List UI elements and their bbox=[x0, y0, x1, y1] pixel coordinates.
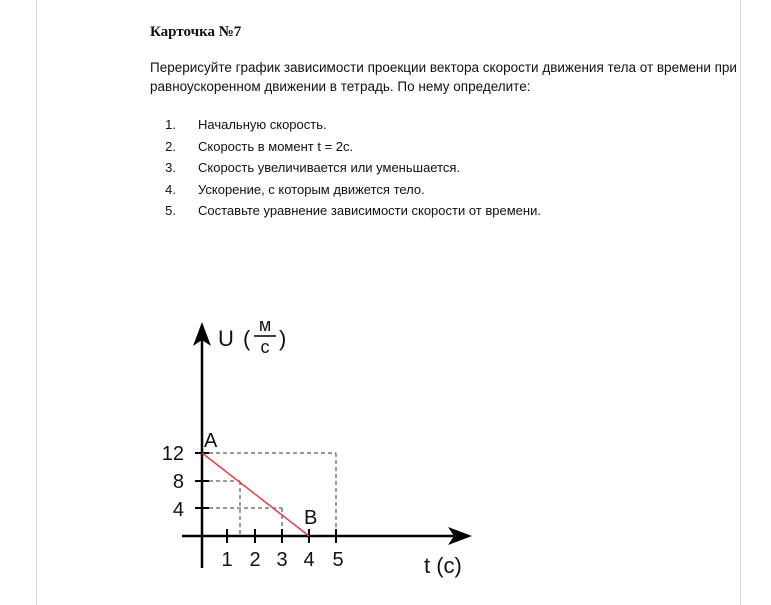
x-tick-label-4: 4 bbox=[303, 549, 315, 571]
y-tick-label-12: 12 bbox=[161, 443, 184, 465]
x-axis-label: t (c) bbox=[424, 553, 462, 578]
velocity-line bbox=[202, 453, 309, 536]
y-axis-paren-open: ( bbox=[243, 326, 251, 351]
y-axis-symbol: U bbox=[218, 326, 234, 351]
task-text: Скорость увеличивается или уменьшается. bbox=[198, 160, 461, 175]
point-b-label: B bbox=[304, 507, 318, 529]
card-title: Карточка №7 bbox=[150, 24, 242, 40]
y-tick-label-4: 4 bbox=[172, 499, 184, 521]
task-text: Составьте уравнение зависимости скорости от времени. bbox=[198, 203, 541, 218]
x-tick-label-5: 5 bbox=[332, 549, 344, 571]
intro-line: равноускоренном движении в тетрадь. По нему определите: bbox=[150, 79, 531, 94]
y-axis-unit-top: м bbox=[258, 315, 272, 335]
y-axis-paren-close: ) bbox=[279, 326, 287, 351]
x-tick-label-3: 3 bbox=[276, 549, 288, 571]
task-number: 2. bbox=[165, 138, 176, 154]
task-text: Скорость в момент t = 2с. bbox=[198, 138, 354, 154]
task-number: 5. bbox=[165, 203, 176, 218]
x-tick-label-2: 2 bbox=[249, 549, 261, 571]
task-text: Ускорение, с которым движется тело. bbox=[198, 181, 425, 197]
task-number: 4. bbox=[165, 181, 176, 197]
task-number: 3. bbox=[165, 160, 176, 175]
y-axis-unit-bottom: с bbox=[260, 337, 270, 357]
point-a-label: A bbox=[204, 430, 218, 452]
y-tick-label-8: 8 bbox=[172, 471, 184, 493]
task-text: Начальную скорость. bbox=[198, 117, 327, 132]
intro-line: Перерисуйте график зависимости проекции вектора скорости движения тела от времени при bbox=[150, 60, 737, 75]
task-number: 1. bbox=[165, 117, 176, 132]
x-tick-label-1: 1 bbox=[221, 549, 233, 571]
